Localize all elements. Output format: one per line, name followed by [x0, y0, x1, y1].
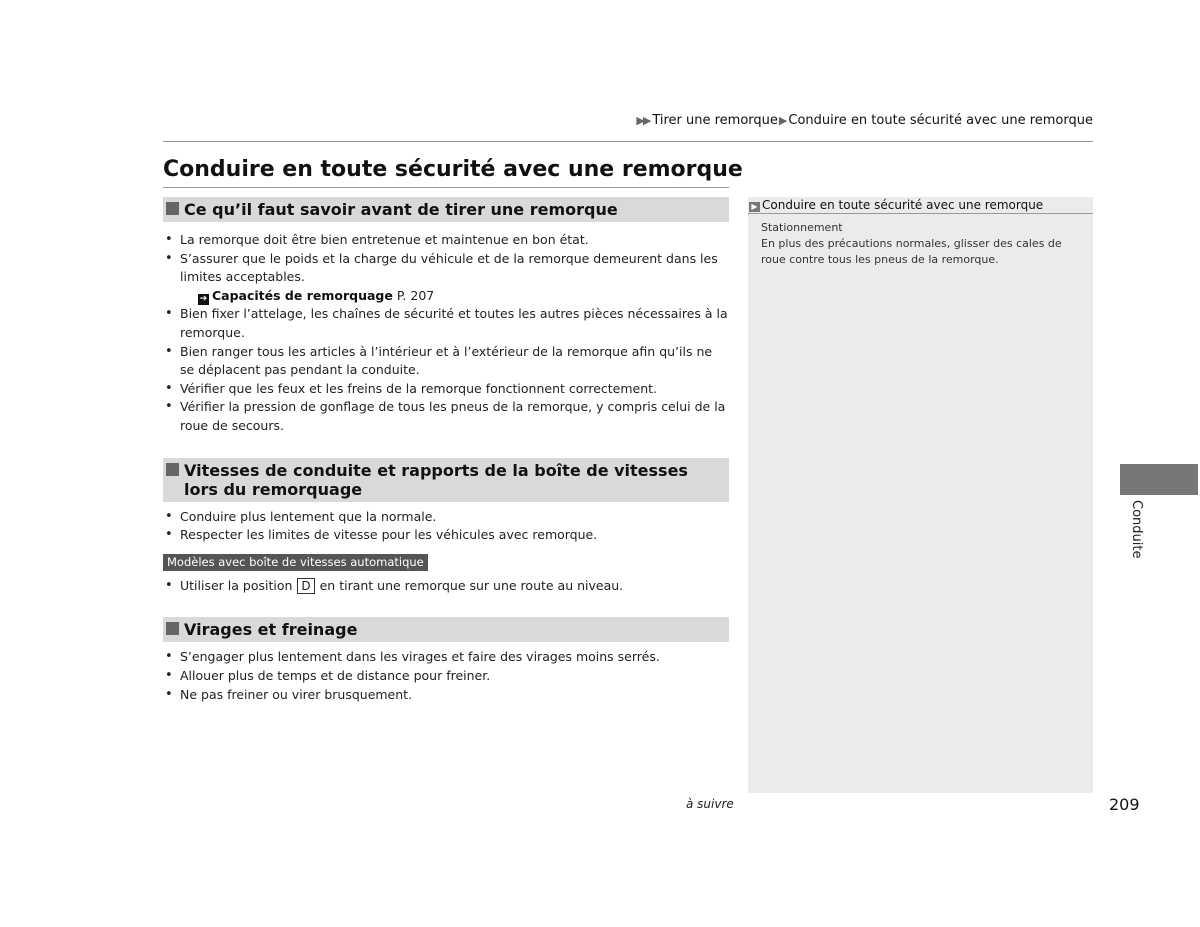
- page-title: Conduire en toute sécurité avec une remorque: [163, 157, 743, 182]
- sidebar-title: [748, 197, 1093, 214]
- chapter-tab-label: Conduite: [1129, 500, 1144, 559]
- bullet-list: [163, 648, 729, 704]
- main-content: [163, 197, 729, 704]
- list-item: • Conduire plus lentement que la normale.: [163, 508, 729, 527]
- sidebar-title-text: Conduire en toute sécurité avec une remorque: [762, 198, 1044, 212]
- gear-text-before: Utiliser la position: [180, 577, 297, 593]
- sidebar-subtitle: Stationnement: [761, 221, 843, 234]
- triangle-right-icon: ▶: [778, 114, 788, 127]
- list-item: [163, 577, 729, 596]
- list-item: • Vérifier que les feux et les freins de la remorque fonctionnent correctement.: [163, 380, 729, 399]
- cross-reference[interactable]: [163, 287, 729, 306]
- chapter-tab[interactable]: [1120, 464, 1198, 495]
- double-triangle-right-icon: ▶▶: [636, 114, 650, 127]
- model-tag: Modèles avec boîte de vitesses automatique: [163, 554, 428, 571]
- list-item: • Respecter les limites de vitesse pour les véhicules avec remorque.: [163, 526, 729, 545]
- top-divider: [163, 141, 1093, 142]
- note-marker-icon: ▶: [749, 202, 760, 212]
- bullet-list: [163, 305, 729, 435]
- sidebar-text: En plus des précautions normales, glisser des cales de roue contre tous les pneus de la remorque.: [761, 237, 1062, 266]
- xref-label[interactable]: Capacités de remorquage: [212, 287, 393, 303]
- section-heading-text: Virages et freinage: [184, 620, 358, 640]
- list-item: • S’engager plus lentement dans les virages et faire des virages moins serrés.: [163, 648, 729, 667]
- section-heading-text: Ce qu’il faut savoir avant de tirer une remorque: [184, 200, 618, 219]
- continued-indicator: à suivre: [686, 797, 734, 811]
- list-item: • S’assurer que le poids et la charge du véhicule et de la remorque demeurent dans les limites acceptables.: [163, 250, 729, 287]
- square-icon: [166, 622, 179, 635]
- gear-text-after: en tirant une remorque sur une route au niveau.: [315, 577, 624, 593]
- page-number: 209: [1109, 795, 1140, 814]
- section-heading-before-towing: [163, 197, 729, 222]
- section-heading-text: Vitesses de conduite et rapports de la boîte de vitesses lors du remorquage: [184, 460, 688, 499]
- bullet-list: [163, 508, 729, 545]
- xref-page[interactable]: P. 207: [396, 287, 435, 303]
- list-item: • Bien fixer l’attelage, les chaînes de sécurité et toutes les autres pièces nécessaires à la remorque.: [163, 305, 729, 342]
- breadcrumb: [636, 113, 1093, 128]
- breadcrumb-parent[interactable]: Tirer une remorque: [652, 113, 778, 128]
- gear-position-indicator: D: [297, 578, 314, 594]
- section-heading-speeds-gears: [163, 458, 729, 502]
- list-item: • Bien ranger tous les articles à l’intérieur et à l’extérieur de la remorque afin qu’ils ne se déplacent pas pendant la conduite.: [163, 343, 729, 380]
- square-icon: [166, 202, 179, 215]
- bullet-list: [163, 577, 729, 596]
- list-item: • La remorque doit être bien entretenue et maintenue en bon état.: [163, 231, 729, 250]
- sidebar-note: [748, 197, 1093, 793]
- bullet-list: [163, 231, 729, 287]
- list-item: • Vérifier la pression de gonflage de tous les pneus de la remorque, y compris celui de la roue de secours.: [163, 398, 729, 435]
- list-item: • Ne pas freiner ou virer brusquement.: [163, 686, 729, 705]
- model-tag-row: [163, 551, 729, 571]
- square-icon: [166, 463, 179, 476]
- section-heading-turns-braking: [163, 617, 729, 642]
- title-divider: [163, 187, 729, 188]
- arrow-right-icon: ➔: [199, 293, 208, 304]
- breadcrumb-current: Conduire en toute sécurité avec une remorque: [788, 113, 1093, 128]
- list-item: • Allouer plus de temps et de distance pour freiner.: [163, 667, 729, 686]
